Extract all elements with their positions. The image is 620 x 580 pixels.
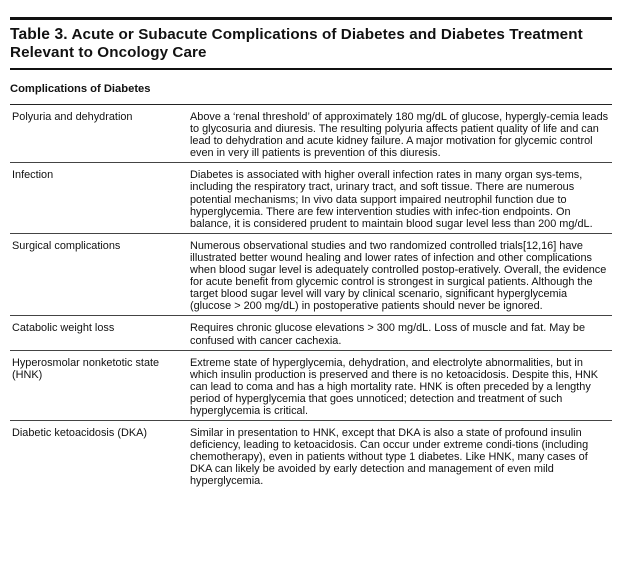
table-row (10, 351, 612, 421)
table-body (10, 105, 612, 491)
table-title (10, 26, 612, 62)
table-row (10, 421, 612, 490)
table-row (10, 316, 612, 350)
table-document (0, 17, 620, 580)
top-rule (10, 17, 612, 20)
row-term: Hyperosmolar nonketotic state (HNK) (12, 356, 160, 381)
row-description: Extreme state of hyperglycemia, dehydration, and electrolyte abnormalities, but in which insulin production is preserved and there is no ketoacidosis. Despite this, HNK can lead to coma and has a high mortality rate. HNK is often preceded by a lengthy period of hyperglycemia that goes unnoticed; detection and treatment of such hyperglycemia is critical. (190, 356, 599, 417)
row-term: Polyuria and dehydration (12, 111, 133, 123)
table-row (10, 163, 612, 233)
row-description: Above a ‘renal threshold’ of approximately 180 mg/dL of glucose, hypergly-cemia leads to glycosuria and diuresis. The resulting polyuria affects patient quality of life and can lead to dehydration and acute kidney failure. A major motivation for glycemic control even in very ill patients is prevention of this diuresis. (190, 111, 609, 160)
row-term: Catabolic weight loss (12, 322, 115, 335)
table-label: Table 3. (10, 26, 68, 43)
row-term: Diabetic ketoacidosis (DKA) (12, 427, 147, 440)
table-row (10, 234, 612, 317)
row-description: Numerous observational studies and two randomized controlled trials[12,16] have illustrated better wound healing and lower rates of infection and other complications when blood sugar level is adequately controlled postop-eratively. Overall, the evidence for acute benefit from glycemic control is strongest in surgical patients. Although the target blood sugar level will vary by clinical scenario, significant hyperglycemia (glucose > 200 mg/dL) in postoperative patients should never be ignored. (190, 239, 607, 313)
row-description: Similar in presentation to HNK, except that DKA is also a state of profound insulin deficiency, leading to ketoacidosis. Can occur under extreme condi-tions (including chemotherapy), even in patients without type 1 diabetes. Like HNK, many cases of DKA can likely be avoided by early detection and management of even mild hyperglycemia. (190, 427, 589, 488)
row-term: Surgical complications (12, 239, 121, 252)
table-row (10, 105, 612, 163)
row-term: Infection (12, 169, 54, 182)
section-header: Complications of Diabetes (10, 70, 612, 105)
row-description: Diabetes is associated with higher overall infection rates in many organ sys-tems, including the respiratory tract, urinary tract, and soft tissue. There are numerous potential mechanisms; In vivo data support impaired neutrophil function due to hyperglycemia. There are few intervention studies with infec-tion endpoints. On balance, it is considered prudent to maintain blood sugar level less than 200 mg/dL. (190, 169, 593, 230)
row-description: Requires chronic glucose elevations > 300 mg/dL. Loss of muscle and fat. May be confused with cancer cachexia. (190, 322, 586, 347)
table-title-text: Acute or Subacute Complications of Diabetes and Diabetes Treatment Relevant to Oncology Care (10, 26, 583, 61)
